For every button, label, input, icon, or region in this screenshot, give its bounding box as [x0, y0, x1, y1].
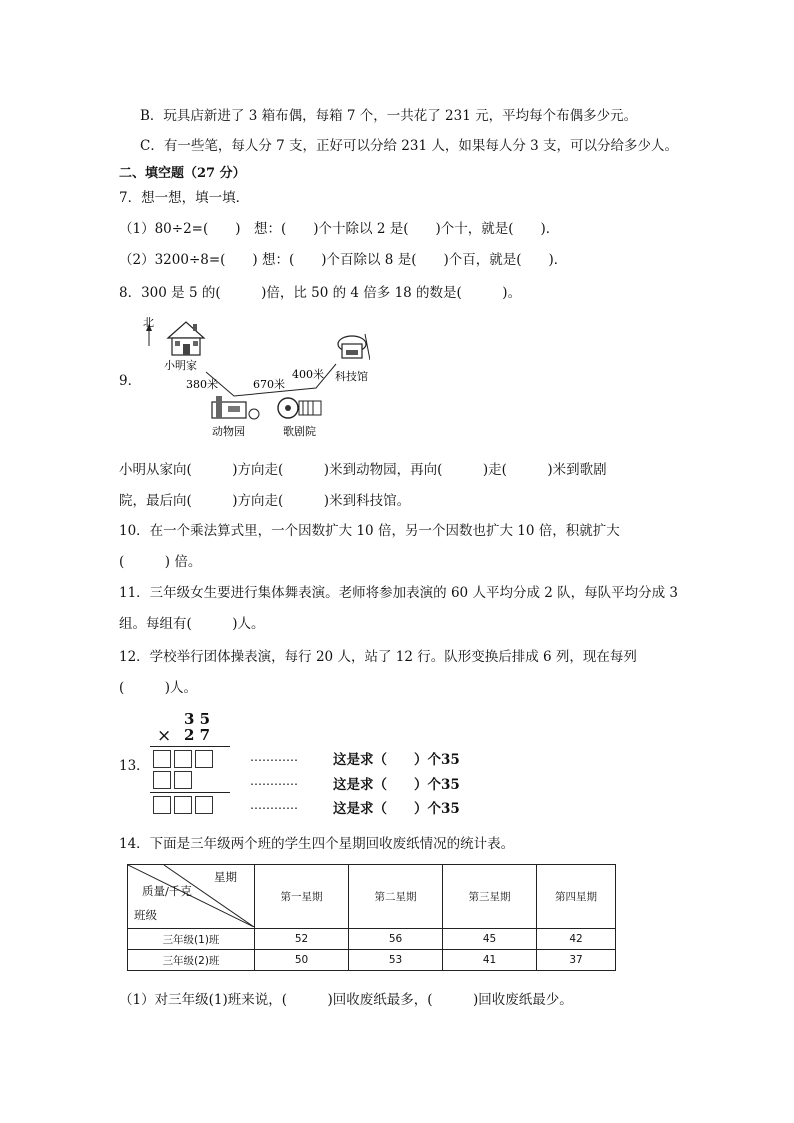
cell: 50: [255, 950, 349, 971]
q11-line-1: 11．三年级女生要进行集体舞表演。老师将参加表演的 60 人平均分成 2 队，每队平均分成 3: [119, 585, 678, 601]
header-week-1: 第一星期: [255, 865, 349, 929]
dots-3: …………: [250, 798, 298, 812]
q9-line-2: 院，最后向( )方向走( )米到科技馆。: [119, 493, 411, 509]
museum-icon: [338, 334, 370, 360]
digit-box[interactable]: [153, 750, 171, 768]
dots-1: …………: [250, 750, 298, 764]
product-rule-bottom: [150, 792, 230, 793]
house-icon: [168, 322, 204, 355]
museum-label: 科技馆: [335, 370, 368, 383]
zoo-label: 动物园: [212, 425, 245, 438]
header-week-4: 第四星期: [537, 865, 616, 929]
times-sign: ×: [157, 726, 172, 746]
row-label: 三年级(1)班: [128, 929, 255, 950]
product-row: [153, 796, 216, 814]
q12-line-1: 12．学校举行团体操表演，每行 20 人，站了 12 行。队形变换后排成 6 列，现在每列: [119, 649, 637, 665]
section-heading: 二、填空题（27 分）: [119, 166, 246, 181]
q9-number: 9．: [119, 373, 142, 389]
cell: 41: [443, 950, 537, 971]
partial-row-1: [153, 750, 216, 768]
header-week-2: 第二星期: [349, 865, 443, 929]
home-label: 小明家: [164, 359, 197, 372]
digit-box[interactable]: [153, 796, 171, 814]
q13-row-1: 这是求（ ）个35: [333, 752, 460, 768]
q6-option-b: B．玩具店新进了 3 箱布偶，每箱 7 个，一共花了 231 元，平均每个布偶多少元。: [140, 108, 638, 124]
table-row: [128, 929, 616, 950]
table-row: [128, 950, 616, 971]
q8-text: 8．300 是 5 的( )倍，比 50 的 4 倍多 18 的数是( )。: [119, 285, 522, 301]
q10-line-2: ( ) 倍。: [119, 554, 202, 570]
table-corner: [128, 865, 255, 929]
q6-option-c: C．有一些笔，每人分 7 支，正好可以分给 231 人，如果每人分 3 支，可以分给多少人。: [140, 138, 679, 154]
recycling-table: [127, 864, 616, 971]
q14-sub-1: （1）对三年级(1)班来说，( )回收废纸最多，( )回收废纸最少。: [119, 992, 573, 1008]
distance-400: 400米: [292, 368, 324, 381]
header-week-3: 第三星期: [443, 865, 537, 929]
cell: 52: [255, 929, 349, 950]
q12-line-2: ( )人。: [119, 680, 198, 696]
cell: 42: [537, 929, 616, 950]
cell: 37: [537, 950, 616, 971]
q10-line-1: 10．在一个乘法算式里，一个因数扩大 10 倍，另一个因数也扩大 10 倍，积就扩大: [119, 523, 620, 539]
corner-class: 班级: [134, 908, 157, 922]
q9-map: [130, 308, 370, 443]
opera-icon: [278, 398, 321, 418]
zoo-icon: [212, 396, 259, 419]
digit-box[interactable]: [195, 750, 213, 768]
q9-line-1: 小明从家向( )方向走( )米到动物园，再向( )走( )米到歌剧: [119, 462, 607, 478]
dots-2: …………: [250, 774, 298, 788]
digit-box[interactable]: [153, 771, 171, 789]
q7-line-2: （2）3200÷8=( ) 想：( )个百除以 8 是( )个百，就是( )．: [119, 252, 568, 268]
multiplier: 2 7: [184, 726, 211, 744]
distance-380: 380米: [186, 378, 218, 391]
digit-box[interactable]: [174, 771, 192, 789]
partial-row-2: [153, 771, 195, 789]
multiplicand: 3 5: [184, 710, 211, 728]
digit-box[interactable]: [174, 796, 192, 814]
product-rule-top: [150, 746, 230, 747]
q7-title: 7．想一想，填一填．: [119, 190, 250, 206]
cell: 53: [349, 950, 443, 971]
q11-line-2: 组。每组有( )人。: [119, 616, 265, 632]
opera-label: 歌剧院: [283, 425, 316, 438]
q13-row-3: 这是求（ ）个35: [333, 801, 460, 817]
q14-intro: 14．下面是三年级两个班的学生四个星期回收废纸情况的统计表。: [119, 836, 515, 852]
corner-weight: 质量/千克: [142, 884, 192, 898]
q7-line-1: （1）80÷2=( ) 想：( )个十除以 2 是( )个十，就是( )．: [119, 221, 560, 237]
corner-week: 星期: [214, 870, 237, 884]
distance-670: 670米: [253, 378, 285, 391]
digit-box[interactable]: [195, 796, 213, 814]
q13-row-2: 这是求（ ）个35: [333, 777, 460, 793]
cell: 45: [443, 929, 537, 950]
north-label: 北: [143, 316, 154, 329]
q13-number: 13．: [119, 758, 150, 774]
row-label: 三年级(2)班: [128, 950, 255, 971]
cell: 56: [349, 929, 443, 950]
digit-box[interactable]: [174, 750, 192, 768]
